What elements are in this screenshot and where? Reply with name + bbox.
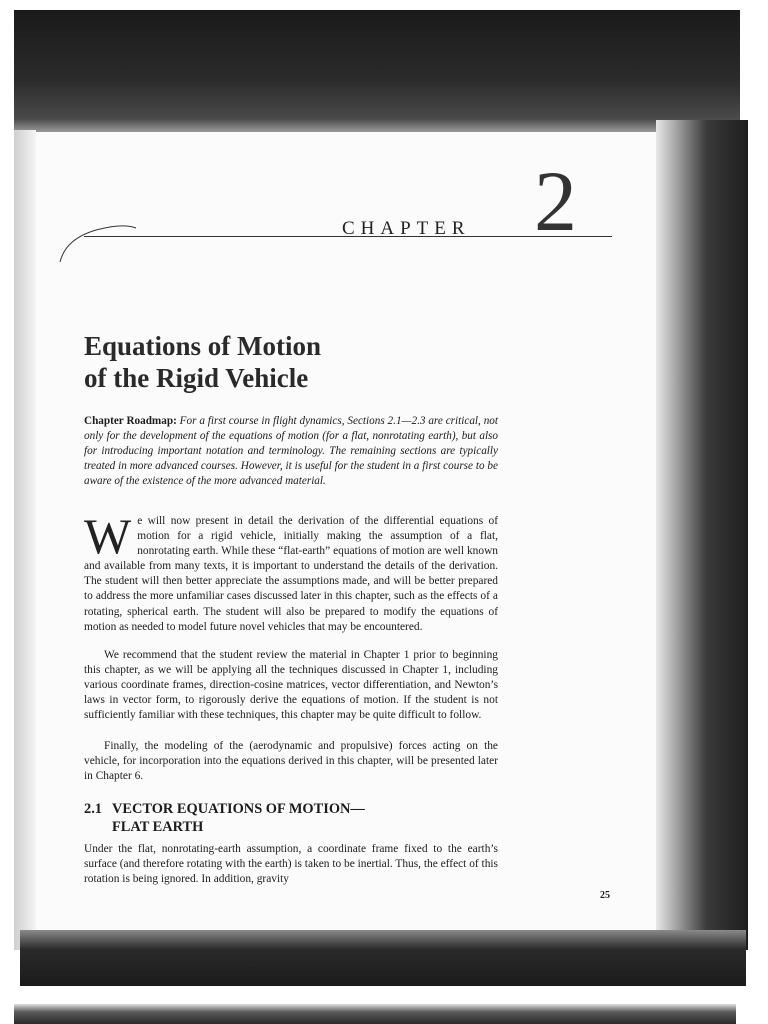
scan-shadow-right [656, 120, 748, 950]
chapter-title-line-2: of the Rigid Vehicle [84, 363, 309, 393]
section-heading [84, 800, 484, 836]
paragraph-3: Finally, the modeling of the (aerodynamic and propulsive) forces acting on the vehicle, for incorporation into the equations derived in this chapter, will be presented later in Chapter 6. [84, 740, 498, 783]
scan-shadow-top [14, 10, 740, 138]
drop-cap: W [84, 508, 132, 564]
page-number: 25 [600, 890, 610, 901]
chapter-title [84, 330, 504, 394]
scan-shadow-bottom [20, 930, 746, 986]
chapter-roadmap [84, 414, 498, 489]
section-title-line-2: FLAT EARTH [112, 819, 204, 835]
scan-shadow-bottom-strip [14, 1004, 736, 1024]
roadmap-text: For a first course in flight dynamics, Sections 2.1—2.3 are critical, not only for the development of the equations of motion (for a flat, nonrotating earth), but also for introducing important notation and terminology. The remaining sections are typically treated in more advanced courses. However, it is useful for the student in a first course to be aware of the existence of the more advanced material. [84, 415, 498, 488]
chapter-swoosh-ornament [56, 216, 146, 266]
section-number: 2.1 [84, 801, 102, 817]
paragraph-1 [84, 508, 498, 635]
section-title-line-1: VECTOR EQUATIONS OF MOTION— [112, 801, 365, 817]
paragraph-4: Under the flat, nonrotating-earth assumption, a coordinate frame fixed to the earth’s surface (and therefore rotating with the earth) is taken to be inertial. Thus, the effect of this rotation is being ignored. In addition, gravity [84, 843, 498, 886]
scan-shadow-left [14, 130, 36, 950]
chapter-title-line-1: Equations of Motion [84, 331, 322, 361]
roadmap-lead: Chapter Roadmap: [84, 415, 177, 427]
paragraph-1-text: e will now present in detail the derivation of the differential equations of motion for a rigid vehicle, initially making the assumption of a flat, nonrotating earth. While these “flat-earth” equations of motion are well known and available from many texts, it is important to understand the details of the derivation. The student will then better appreciate the assumptions made, and will be better prepared to address the more unfamiliar cases discussed later in this chapter, such as the effects of a rotating, spherical earth. The student will also be prepared to modify the equations of motion as needed to model future novel vehicles that may be encountered. [84, 515, 498, 633]
chapter-label: CHAPTER [342, 218, 471, 239]
chapter-number: 2 [534, 153, 577, 249]
paragraph-2: We recommend that the student review the material in Chapter 1 prior to beginning this chapter, as we will be applying all the techniques discussed in Chapter 1, including various coordinate frames, direction-cosine matrices, vector differentiation, and Newton’s laws in vector form, to rigorously derive the equations of motion. If the student is not sufficiently familiar with these techniques, this chapter may be quite difficult to follow. [84, 649, 498, 722]
